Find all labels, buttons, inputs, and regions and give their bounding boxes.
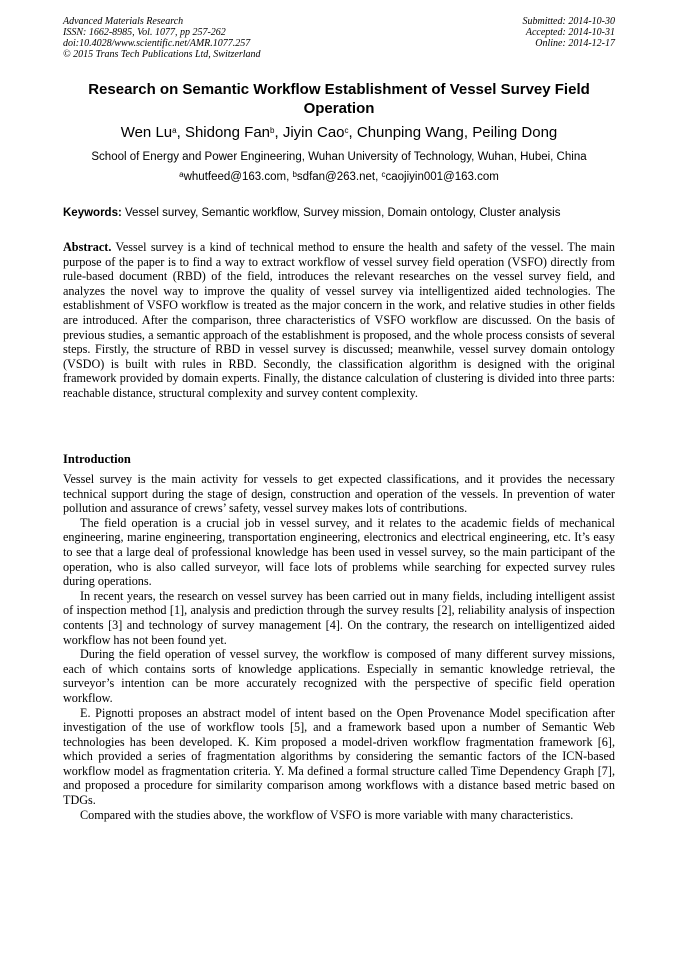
- header-right: [523, 16, 616, 49]
- abstract-label: Abstract.: [63, 240, 112, 254]
- paragraph: E. Pignotti proposes an abstract model of intent based on the Open Provenance Model specification after investigation of the use of workflow tools [5], and a framework based upon a number of Semantic Web technologies has been developed. K. Kim proposed a model-driven workflow fragmentation framework [6], which provided a series of fragmentation algorithms by considering the semantic factors of the ICN-based workflow model as fragmentation criteria. Y. Ma defined a formal structure called Time Dependency Graph [7], and proposed a procedure for similarity comparison among workflows with a distance based metric based on TDGs.: [63, 705, 615, 808]
- author: Jiyin Cao$^c$,: [282, 124, 357, 141]
- paragraph: During the field operation of vessel survey, the workflow is composed of many different survey missions, each of which contains sorts of knowledge applications. Especially in semantic knowledge retrieval, the surveyor’s intention can be more accurately recognized with the perspective of specific field operation workflow.: [63, 647, 615, 705]
- doi-line: doi:10.4028/www.scientific.net/AMR.1077.257: [63, 38, 251, 49]
- paragraph: Vessel survey is the main activity for vessels to get expected classifications, and it provides the necessary technical support during the stage of design, construction and operation of the vessels. In prevention of water pollution and assurance of crews’ safety, vessel survey makes lots of contributions.: [63, 472, 615, 516]
- online-date: Online: 2014-12-17: [535, 38, 615, 49]
- paragraph: In recent years, the research on vessel survey has been carried out in many fields, including intelligent assist of inspection method [1], analysis and prediction through the survey results [2], reliability analysis of inspection contents [3] and technology of survey management [4]. On the contrary, the research on intelligentized aided workflow has not been found yet.: [63, 588, 615, 647]
- email-list: [40, 170, 638, 184]
- accepted-date: Accepted: 2014-10-31: [525, 27, 615, 38]
- author: Chunping Wang,: [356, 124, 473, 141]
- paper-title: Research on Semantic Workflow Establishment of Vessel Survey Field Operation: [88, 81, 590, 117]
- author-list: [40, 124, 638, 142]
- author: Peiling Dong: [472, 124, 558, 141]
- issn-line: ISSN: 1662-8985, Vol. 1077, pp 257-262: [63, 27, 226, 38]
- abstract-text: Vessel survey is a kind of technical method to ensure the health and safety of the vessel. The main purpose of the paper is to find a way to extract workflow of vessel survey field operation (VSFO) directly from rule-based document (RBD) of the field, introduces the relevant researches on the vessel survey field, and analyzes the novel way to improve the quality of vessel survey via intelligentized aided technologies. The establishment of VSFO workflow is treated as the major concern in the work, and relative studies in other fields are introduced. After the comparison, three characteristics of VSFO workflow are discussed. On the basis of previous studies, a semantic approach of the establishment is proposed, and the whole process consists of several steps. Firstly, the structure of RBD in vessel survey is discussed; meanwhile, vessel survey domain ontology (VSDO) is built with rules in RBD. Secondly, the classification algorithm is designed with the original framework provided by domain experts. Finally, the distance calculation of clustering is divided into three parts: reachable distance, structural complexity and survey content complexity.: [63, 240, 615, 400]
- introduction-body: [63, 472, 615, 822]
- email-address: $^a$whutfeed@163.com,: [179, 170, 293, 183]
- email-address: $^b$sdfan@263.net,: [292, 170, 382, 183]
- author: Shidong Fan$^b$,: [184, 124, 283, 141]
- section-heading-introduction: Introduction: [63, 452, 131, 466]
- submitted-date: Submitted: 2014-10-30: [522, 16, 615, 27]
- keywords-text: Vessel survey, Semantic workflow, Survey mission, Domain ontology, Cluster analysis: [121, 207, 561, 219]
- abstract: [63, 240, 615, 401]
- copyright-line: © 2015 Trans Tech Publications Ltd, Switzerland: [63, 49, 261, 60]
- email-address: $^c$caojiyin001@163.com: [381, 170, 499, 183]
- keywords-label: Keywords:: [63, 207, 122, 219]
- paragraph: Compared with the studies above, the workflow of VSFO is more variable with many characteristics.: [80, 807, 574, 822]
- paragraph: The field operation is a crucial job in vessel survey, and it relates to the academic fields of mechanical engineering, marine engineering, transportation engineering, electronics and electrical engineering, etc. It’s easy to see that a large deal of professional knowledge has been used in vessel survey, so the main participant of the operation, who is also called surveyor, will face lots of problems while searching for expected survey rules during operations.: [63, 515, 615, 589]
- journal-name: Advanced Materials Research: [63, 16, 184, 27]
- keywords: [63, 206, 615, 220]
- author: Wen Lu$^a$,: [120, 124, 185, 141]
- affiliation: School of Energy and Power Engineering, Wuhan University of Technology, Wuhan, Hubei, China: [91, 151, 587, 163]
- header-left: [63, 16, 261, 60]
